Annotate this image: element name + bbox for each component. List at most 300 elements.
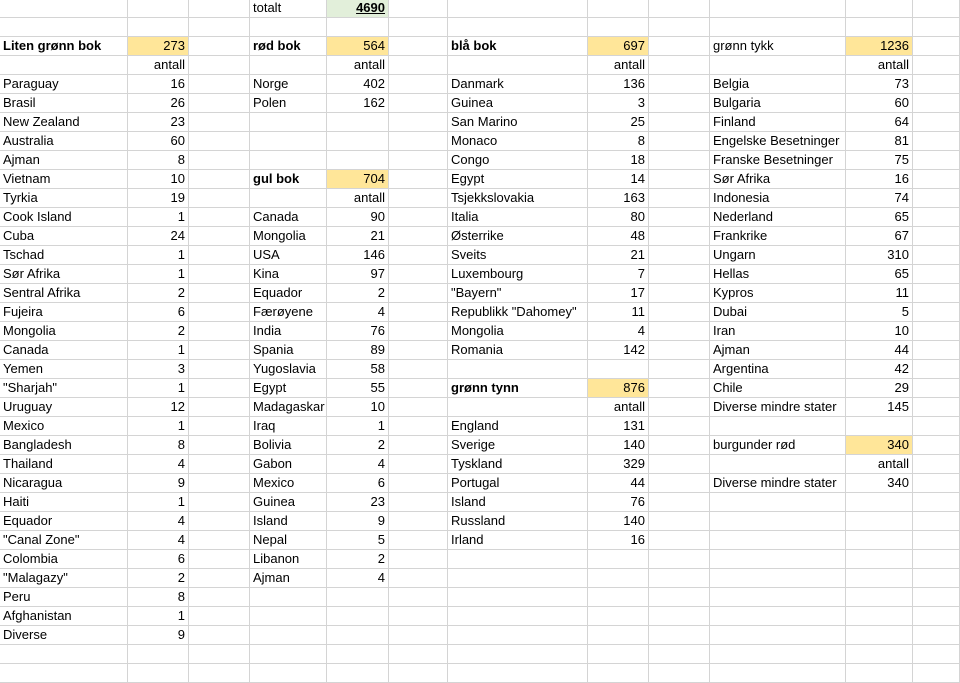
row-value[interactable]: 21 xyxy=(588,246,649,265)
empty-cell[interactable] xyxy=(846,626,913,645)
row-value[interactable]: 60 xyxy=(128,132,189,151)
empty-cell[interactable] xyxy=(189,588,250,607)
empty-cell[interactable] xyxy=(913,569,960,588)
empty-cell[interactable] xyxy=(846,664,913,683)
row-value[interactable]: 1 xyxy=(128,417,189,436)
empty-cell[interactable] xyxy=(913,113,960,132)
empty-cell[interactable] xyxy=(649,645,710,664)
empty-cell[interactable] xyxy=(189,132,250,151)
row-value[interactable]: 9 xyxy=(128,626,189,645)
empty-cell[interactable] xyxy=(327,607,389,626)
empty-cell[interactable] xyxy=(189,645,250,664)
row-value[interactable]: 24 xyxy=(128,227,189,246)
row-label[interactable]: Iran xyxy=(710,322,846,341)
empty-cell[interactable] xyxy=(327,151,389,170)
empty-cell[interactable] xyxy=(448,360,588,379)
row-label[interactable]: Belgia xyxy=(710,75,846,94)
empty-cell[interactable] xyxy=(250,132,327,151)
row-value[interactable]: 163 xyxy=(588,189,649,208)
empty-cell[interactable] xyxy=(189,607,250,626)
empty-cell[interactable] xyxy=(128,18,189,37)
empty-cell[interactable] xyxy=(189,493,250,512)
row-label[interactable]: Tyrkia xyxy=(0,189,128,208)
row-value[interactable]: 2 xyxy=(327,436,389,455)
empty-cell[interactable] xyxy=(389,569,448,588)
row-value[interactable]: 11 xyxy=(846,284,913,303)
row-value[interactable]: 10 xyxy=(128,170,189,189)
row-label[interactable]: Colombia xyxy=(0,550,128,569)
row-label[interactable]: Nicaragua xyxy=(0,474,128,493)
empty-cell[interactable] xyxy=(710,56,846,75)
row-label[interactable]: England xyxy=(448,417,588,436)
section-total-gul-bok[interactable]: 704 xyxy=(327,170,389,189)
empty-cell[interactable] xyxy=(913,303,960,322)
row-label[interactable]: Dubai xyxy=(710,303,846,322)
row-label[interactable]: "Bayern" xyxy=(448,284,588,303)
row-value[interactable]: 48 xyxy=(588,227,649,246)
row-value[interactable]: 12 xyxy=(128,398,189,417)
row-value[interactable]: 18 xyxy=(588,151,649,170)
row-value[interactable]: 26 xyxy=(128,94,189,113)
row-label[interactable]: Diverse xyxy=(0,626,128,645)
row-label[interactable]: Danmark xyxy=(448,75,588,94)
row-label[interactable]: Nepal xyxy=(250,531,327,550)
row-label[interactable]: Ajman xyxy=(0,151,128,170)
row-value[interactable]: 55 xyxy=(327,379,389,398)
empty-cell[interactable] xyxy=(250,56,327,75)
empty-cell[interactable] xyxy=(448,550,588,569)
empty-cell[interactable] xyxy=(649,246,710,265)
count-label[interactable]: antall xyxy=(327,56,389,75)
empty-cell[interactable] xyxy=(913,37,960,56)
empty-cell[interactable] xyxy=(649,531,710,550)
empty-cell[interactable] xyxy=(389,189,448,208)
empty-cell[interactable] xyxy=(913,94,960,113)
empty-cell[interactable] xyxy=(913,170,960,189)
empty-cell[interactable] xyxy=(189,94,250,113)
row-value[interactable]: 142 xyxy=(588,341,649,360)
row-value[interactable]: 8 xyxy=(588,132,649,151)
row-label[interactable]: "Canal Zone" xyxy=(0,531,128,550)
row-value[interactable]: 29 xyxy=(846,379,913,398)
empty-cell[interactable] xyxy=(250,113,327,132)
empty-cell[interactable] xyxy=(649,588,710,607)
empty-cell[interactable] xyxy=(327,645,389,664)
row-label[interactable]: Østerrike xyxy=(448,227,588,246)
row-value[interactable]: 4 xyxy=(128,455,189,474)
row-value[interactable]: 1 xyxy=(128,341,189,360)
row-value[interactable]: 5 xyxy=(327,531,389,550)
row-value[interactable]: 131 xyxy=(588,417,649,436)
row-value[interactable]: 44 xyxy=(588,474,649,493)
empty-cell[interactable] xyxy=(710,664,846,683)
empty-cell[interactable] xyxy=(649,56,710,75)
empty-cell[interactable] xyxy=(448,0,588,18)
empty-cell[interactable] xyxy=(389,474,448,493)
empty-cell[interactable] xyxy=(0,56,128,75)
row-label[interactable]: Republikk "Dahomey" xyxy=(448,303,588,322)
empty-cell[interactable] xyxy=(189,569,250,588)
row-value[interactable]: 1 xyxy=(128,246,189,265)
row-value[interactable]: 8 xyxy=(128,436,189,455)
row-value[interactable]: 76 xyxy=(588,493,649,512)
section-title-blå-bok[interactable]: blå bok xyxy=(448,37,588,56)
empty-cell[interactable] xyxy=(189,531,250,550)
row-value[interactable]: 136 xyxy=(588,75,649,94)
row-value[interactable]: 25 xyxy=(588,113,649,132)
empty-cell[interactable] xyxy=(389,303,448,322)
empty-cell[interactable] xyxy=(448,664,588,683)
empty-cell[interactable] xyxy=(588,360,649,379)
row-value[interactable]: 42 xyxy=(846,360,913,379)
empty-cell[interactable] xyxy=(649,436,710,455)
empty-cell[interactable] xyxy=(389,227,448,246)
empty-cell[interactable] xyxy=(389,56,448,75)
row-value[interactable]: 340 xyxy=(846,474,913,493)
row-value[interactable]: 76 xyxy=(327,322,389,341)
empty-cell[interactable] xyxy=(846,493,913,512)
row-label[interactable]: Ungarn xyxy=(710,246,846,265)
row-label[interactable]: Ajman xyxy=(710,341,846,360)
empty-cell[interactable] xyxy=(189,189,250,208)
empty-cell[interactable] xyxy=(189,303,250,322)
row-label[interactable]: Vietnam xyxy=(0,170,128,189)
empty-cell[interactable] xyxy=(913,645,960,664)
empty-cell[interactable] xyxy=(189,265,250,284)
row-value[interactable]: 58 xyxy=(327,360,389,379)
row-label[interactable]: Hellas xyxy=(710,265,846,284)
empty-cell[interactable] xyxy=(189,284,250,303)
row-value[interactable]: 10 xyxy=(846,322,913,341)
row-value[interactable]: 9 xyxy=(128,474,189,493)
row-value[interactable]: 1 xyxy=(128,607,189,626)
row-value[interactable]: 5 xyxy=(846,303,913,322)
row-value[interactable]: 402 xyxy=(327,75,389,94)
empty-cell[interactable] xyxy=(913,379,960,398)
row-value[interactable]: 65 xyxy=(846,208,913,227)
row-label[interactable]: Luxembourg xyxy=(448,265,588,284)
row-label[interactable]: Canada xyxy=(0,341,128,360)
empty-cell[interactable] xyxy=(649,398,710,417)
empty-cell[interactable] xyxy=(448,626,588,645)
empty-cell[interactable] xyxy=(710,18,846,37)
empty-cell[interactable] xyxy=(327,588,389,607)
empty-cell[interactable] xyxy=(389,113,448,132)
row-label[interactable]: Mongolia xyxy=(0,322,128,341)
empty-cell[interactable] xyxy=(710,645,846,664)
row-value[interactable]: 1 xyxy=(128,208,189,227)
row-label[interactable]: Monaco xyxy=(448,132,588,151)
empty-cell[interactable] xyxy=(327,664,389,683)
row-label[interactable]: Sveits xyxy=(448,246,588,265)
row-value[interactable]: 4 xyxy=(327,569,389,588)
empty-cell[interactable] xyxy=(649,474,710,493)
empty-cell[interactable] xyxy=(649,113,710,132)
empty-cell[interactable] xyxy=(913,493,960,512)
row-value[interactable]: 44 xyxy=(846,341,913,360)
row-label[interactable]: Guinea xyxy=(250,493,327,512)
empty-cell[interactable] xyxy=(327,626,389,645)
row-label[interactable]: Argentina xyxy=(710,360,846,379)
empty-cell[interactable] xyxy=(649,626,710,645)
empty-cell[interactable] xyxy=(250,607,327,626)
empty-cell[interactable] xyxy=(327,18,389,37)
empty-cell[interactable] xyxy=(913,626,960,645)
empty-cell[interactable] xyxy=(250,664,327,683)
empty-cell[interactable] xyxy=(0,0,128,18)
row-label[interactable]: Diverse mindre stater xyxy=(710,398,846,417)
row-label[interactable]: Portugal xyxy=(448,474,588,493)
row-value[interactable]: 140 xyxy=(588,512,649,531)
empty-cell[interactable] xyxy=(649,0,710,18)
empty-cell[interactable] xyxy=(649,18,710,37)
empty-cell[interactable] xyxy=(649,284,710,303)
empty-cell[interactable] xyxy=(649,341,710,360)
empty-cell[interactable] xyxy=(389,208,448,227)
empty-cell[interactable] xyxy=(649,170,710,189)
row-label[interactable]: Finland xyxy=(710,113,846,132)
empty-cell[interactable] xyxy=(250,151,327,170)
empty-cell[interactable] xyxy=(913,132,960,151)
empty-cell[interactable] xyxy=(913,417,960,436)
row-value[interactable]: 97 xyxy=(327,265,389,284)
empty-cell[interactable] xyxy=(913,151,960,170)
empty-cell[interactable] xyxy=(710,417,846,436)
empty-cell[interactable] xyxy=(710,626,846,645)
row-label[interactable]: Egypt xyxy=(448,170,588,189)
empty-cell[interactable] xyxy=(189,398,250,417)
empty-cell[interactable] xyxy=(448,18,588,37)
row-value[interactable]: 73 xyxy=(846,75,913,94)
row-value[interactable]: 16 xyxy=(128,75,189,94)
empty-cell[interactable] xyxy=(389,398,448,417)
empty-cell[interactable] xyxy=(128,664,189,683)
empty-cell[interactable] xyxy=(189,37,250,56)
row-label[interactable]: Haiti xyxy=(0,493,128,512)
empty-cell[interactable] xyxy=(588,664,649,683)
empty-cell[interactable] xyxy=(189,170,250,189)
empty-cell[interactable] xyxy=(649,379,710,398)
row-value[interactable]: 90 xyxy=(327,208,389,227)
row-value[interactable]: 19 xyxy=(128,189,189,208)
empty-cell[interactable] xyxy=(846,531,913,550)
empty-cell[interactable] xyxy=(389,322,448,341)
empty-cell[interactable] xyxy=(389,588,448,607)
empty-cell[interactable] xyxy=(710,550,846,569)
empty-cell[interactable] xyxy=(846,417,913,436)
total-value[interactable]: 4690 xyxy=(327,0,389,18)
empty-cell[interactable] xyxy=(913,189,960,208)
row-label[interactable]: Iraq xyxy=(250,417,327,436)
row-label[interactable]: Diverse mindre stater xyxy=(710,474,846,493)
row-label[interactable]: Thailand xyxy=(0,455,128,474)
section-total-grønn-tynn[interactable]: 876 xyxy=(588,379,649,398)
empty-cell[interactable] xyxy=(913,0,960,18)
empty-cell[interactable] xyxy=(189,75,250,94)
row-value[interactable]: 329 xyxy=(588,455,649,474)
empty-cell[interactable] xyxy=(389,436,448,455)
row-label[interactable]: Paraguay xyxy=(0,75,128,94)
empty-cell[interactable] xyxy=(588,626,649,645)
row-value[interactable]: 14 xyxy=(588,170,649,189)
row-value[interactable]: 4 xyxy=(128,531,189,550)
empty-cell[interactable] xyxy=(913,322,960,341)
row-value[interactable]: 3 xyxy=(588,94,649,113)
empty-cell[interactable] xyxy=(389,37,448,56)
empty-cell[interactable] xyxy=(913,246,960,265)
empty-cell[interactable] xyxy=(710,455,846,474)
empty-cell[interactable] xyxy=(846,18,913,37)
row-value[interactable]: 89 xyxy=(327,341,389,360)
row-label[interactable]: Tschad xyxy=(0,246,128,265)
row-label[interactable]: Chile xyxy=(710,379,846,398)
empty-cell[interactable] xyxy=(649,94,710,113)
row-value[interactable]: 146 xyxy=(327,246,389,265)
empty-cell[interactable] xyxy=(649,189,710,208)
empty-cell[interactable] xyxy=(649,227,710,246)
row-label[interactable]: Romania xyxy=(448,341,588,360)
empty-cell[interactable] xyxy=(846,645,913,664)
empty-cell[interactable] xyxy=(189,626,250,645)
empty-cell[interactable] xyxy=(0,18,128,37)
section-title-grønn-tykk[interactable]: grønn tykk xyxy=(710,37,846,56)
empty-cell[interactable] xyxy=(448,588,588,607)
row-label[interactable]: Libanon xyxy=(250,550,327,569)
row-label[interactable]: Kina xyxy=(250,265,327,284)
row-value[interactable]: 23 xyxy=(128,113,189,132)
row-value[interactable]: 60 xyxy=(846,94,913,113)
empty-cell[interactable] xyxy=(189,436,250,455)
empty-cell[interactable] xyxy=(189,18,250,37)
row-label[interactable]: Equador xyxy=(250,284,327,303)
row-label[interactable]: Mongolia xyxy=(250,227,327,246)
row-label[interactable]: Sverige xyxy=(448,436,588,455)
empty-cell[interactable] xyxy=(649,550,710,569)
section-total-liten-grønn-bok[interactable]: 273 xyxy=(128,37,189,56)
row-label[interactable]: Gabon xyxy=(250,455,327,474)
count-label[interactable]: antall xyxy=(327,189,389,208)
row-label[interactable]: "Sharjah" xyxy=(0,379,128,398)
row-label[interactable]: Færøyene xyxy=(250,303,327,322)
empty-cell[interactable] xyxy=(0,664,128,683)
row-label[interactable]: Afghanistan xyxy=(0,607,128,626)
empty-cell[interactable] xyxy=(128,0,189,18)
empty-cell[interactable] xyxy=(389,75,448,94)
row-value[interactable]: 8 xyxy=(128,151,189,170)
empty-cell[interactable] xyxy=(389,645,448,664)
empty-cell[interactable] xyxy=(649,493,710,512)
empty-cell[interactable] xyxy=(649,151,710,170)
row-value[interactable]: 140 xyxy=(588,436,649,455)
row-label[interactable]: Engelske Besetninger xyxy=(710,132,846,151)
count-label[interactable]: antall xyxy=(588,56,649,75)
row-value[interactable]: 145 xyxy=(846,398,913,417)
empty-cell[interactable] xyxy=(846,0,913,18)
empty-cell[interactable] xyxy=(448,569,588,588)
empty-cell[interactable] xyxy=(250,626,327,645)
row-label[interactable]: Spania xyxy=(250,341,327,360)
empty-cell[interactable] xyxy=(710,569,846,588)
empty-cell[interactable] xyxy=(913,512,960,531)
empty-cell[interactable] xyxy=(250,645,327,664)
row-label[interactable]: "Malagazy" xyxy=(0,569,128,588)
empty-cell[interactable] xyxy=(588,550,649,569)
row-label[interactable]: Bulgaria xyxy=(710,94,846,113)
row-value[interactable]: 23 xyxy=(327,493,389,512)
empty-cell[interactable] xyxy=(389,265,448,284)
row-label[interactable]: Norge xyxy=(250,75,327,94)
empty-cell[interactable] xyxy=(0,645,128,664)
row-label[interactable]: Italia xyxy=(448,208,588,227)
row-label[interactable]: San Marino xyxy=(448,113,588,132)
empty-cell[interactable] xyxy=(189,360,250,379)
total-label[interactable]: totalt xyxy=(250,0,327,18)
row-value[interactable]: 4 xyxy=(327,303,389,322)
row-value[interactable]: 3 xyxy=(128,360,189,379)
empty-cell[interactable] xyxy=(913,18,960,37)
row-value[interactable]: 64 xyxy=(846,113,913,132)
empty-cell[interactable] xyxy=(913,56,960,75)
row-label[interactable]: Egypt xyxy=(250,379,327,398)
row-label[interactable]: Island xyxy=(250,512,327,531)
row-label[interactable]: Island xyxy=(448,493,588,512)
empty-cell[interactable] xyxy=(649,322,710,341)
row-value[interactable]: 9 xyxy=(327,512,389,531)
row-value[interactable]: 65 xyxy=(846,265,913,284)
empty-cell[interactable] xyxy=(649,569,710,588)
row-value[interactable]: 6 xyxy=(128,303,189,322)
row-value[interactable]: 1 xyxy=(128,379,189,398)
empty-cell[interactable] xyxy=(189,455,250,474)
empty-cell[interactable] xyxy=(649,512,710,531)
row-label[interactable]: Yugoslavia xyxy=(250,360,327,379)
row-value[interactable]: 74 xyxy=(846,189,913,208)
row-value[interactable]: 162 xyxy=(327,94,389,113)
empty-cell[interactable] xyxy=(250,18,327,37)
row-label[interactable]: Uruguay xyxy=(0,398,128,417)
row-value[interactable]: 2 xyxy=(128,322,189,341)
empty-cell[interactable] xyxy=(913,398,960,417)
empty-cell[interactable] xyxy=(913,208,960,227)
empty-cell[interactable] xyxy=(846,607,913,626)
empty-cell[interactable] xyxy=(189,113,250,132)
row-value[interactable]: 67 xyxy=(846,227,913,246)
empty-cell[interactable] xyxy=(389,531,448,550)
empty-cell[interactable] xyxy=(189,151,250,170)
empty-cell[interactable] xyxy=(588,645,649,664)
row-label[interactable]: Sentral Afrika xyxy=(0,284,128,303)
empty-cell[interactable] xyxy=(448,645,588,664)
empty-cell[interactable] xyxy=(389,170,448,189)
row-value[interactable]: 4 xyxy=(327,455,389,474)
empty-cell[interactable] xyxy=(588,18,649,37)
row-value[interactable]: 8 xyxy=(128,588,189,607)
empty-cell[interactable] xyxy=(389,151,448,170)
empty-cell[interactable] xyxy=(448,607,588,626)
empty-cell[interactable] xyxy=(389,284,448,303)
empty-cell[interactable] xyxy=(710,493,846,512)
row-label[interactable]: Equador xyxy=(0,512,128,531)
empty-cell[interactable] xyxy=(649,265,710,284)
count-label[interactable]: antall xyxy=(588,398,649,417)
empty-cell[interactable] xyxy=(710,0,846,18)
empty-cell[interactable] xyxy=(649,303,710,322)
empty-cell[interactable] xyxy=(189,417,250,436)
row-value[interactable]: 2 xyxy=(327,550,389,569)
empty-cell[interactable] xyxy=(649,455,710,474)
count-label[interactable]: antall xyxy=(128,56,189,75)
empty-cell[interactable] xyxy=(649,360,710,379)
